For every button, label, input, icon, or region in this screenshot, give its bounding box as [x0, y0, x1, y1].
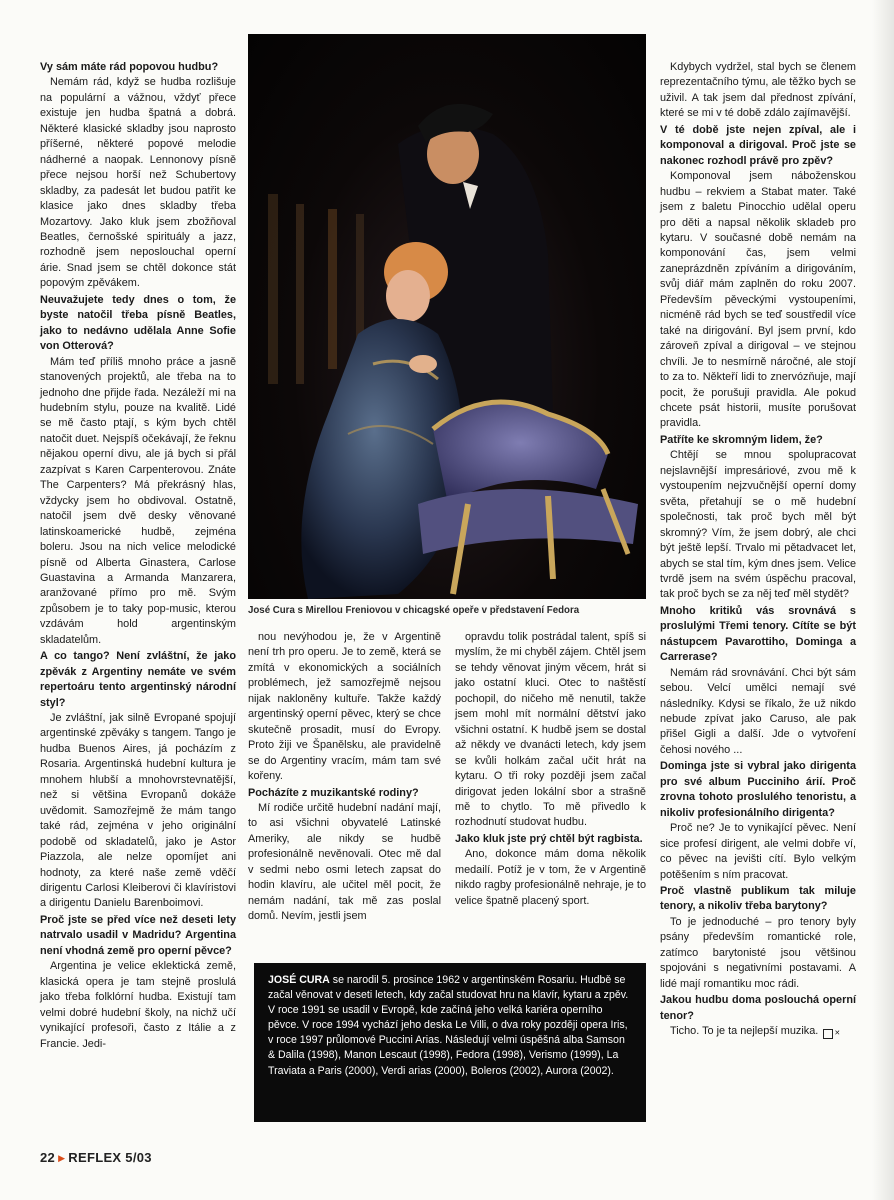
page-footer: [40, 1150, 152, 1165]
interview-answer: Chtějí se mnou spolupracovat nejslavnější impresáriové, zvou mě k vystoupením nejzvučnější operní domy světa, přetahují se o mě hudební společnosti, tak proč bych měl být skromný? Vím, že jsem dobrý, ale chci být ještě lepší. Trvalo mi pětadvacet let, abych se stal tím, kým dnes jsem. Velice tvrdě jsem na svém úspěchu pracoval, tak proč bych se za něj teď měl stydět?: [660, 449, 856, 601]
interview-answer: Argentina je velice eklektická země, klasická opera je tam stejně proslulá jako třeba folklórní hudba. Existují tam velmi dobré hudební školy, na nichž učí vynikající profesoři, často z Itálie a z Francie. Jedi-: [40, 960, 236, 1050]
interview-answer: opravdu tolik postrádal talent, spíš si myslím, že mi chyběl zájem. Chtěl jsem se tehdy věnovat jiným věcem, hrát si jako ostatní kluci. Otec to naštěstí pochopil, do ničeho mě nenutil, takže jsem mohl mít normální dětství jako všichni ostatní. K hudbě jsem se dostal až někdy ve dvanácti letech, kdy jsem se kvůli holkám začal učit hrát na kytaru. O tři roky později jsem začal dirigovat jeden lokální sbor a strašně mě to chytlo. To mě přivedlo k rozhodnutí studovat hudbu.: [455, 631, 646, 829]
interview-answer: Nemám rád srovnávání. Chci být sám sebou. Velcí umělci nemají své následníky. Kdysi se říkalo, že už nikdo nebude zpívat jako Caruso, ale pak přišel Gigli a další. Jde o vytvoření čehosi nového ...: [660, 666, 856, 756]
text-column-1: [40, 60, 236, 1052]
bio-box: [254, 963, 646, 1122]
interview-question: Vy sám máte rád popovou hudbu?: [40, 61, 219, 73]
interview-answer: Komponoval jsem náboženskou hudbu – rekviem a Stabat mater. Také jsem z baletu Pinocchio udělal operu pro děti a napsal několik skladeb pro kytaru. V současné době nemám na komponování čas, jsem velmi zaneprázdněn zpíváním a dirigováním, svůj diář mám zaplněn do roku 2007. Především pěveckými vystoupeními, nicméně rád bych se teď soustředil více také na dirigování. Byl jsem první, kdo zároveň zpíval a dirigoval – ve stejnou chvíli. Je to nesmírně náročné, ale stojí to za to. Někteří lidi to znervózňuje, mají pocit, že porušuji pravidla. Ale pokud chcete psát historii, musíte porušovat pravidla.: [660, 170, 856, 430]
interview-answer: Nemám rád, když se hudba rozlišuje na populární a vážnou, vždyť přece existuje jen hudba špatná a dobrá. Některé klasické skladby jsou naprosto příšerné, některé popové melodie nádherné a naopak. Lennonovy písně přece nejsou horší než Schubertovy skladby, za padesát let budou patřit ke klasice jako dnes skladby třeba Mozartovy. Jako kluk jsem zbožňoval Beatles, černošské spirituály a jazz, rozhodně jsem neposlouchal operní árie. Snad jsem se chtěl dokonce stát popovým zpěvákem.: [40, 76, 236, 290]
bio-text: se narodil 5. prosince 1962 v argentinském Rosariu. Hudbě se začal věnovat v deseti letech, kdy začal studovat hru na klavír, kytaru a zpěv. V roce 1991 se usadil v Evropě, kde začíná jeho velká kariéra operního pěvce. V roce 1994 vychází jeho deska Le Villi, o dva roky později opera Iris, v roce 1997 průlomové Puccini Arias. Následují velmi úspěšná alba Samson & Dalila (1998), Manon Lescaut (1998), Fedora (1998), Verismo (1999), La Traviata a Paris (2000), Verdi arias (2000), Boleros (2002), Aurora (2002).: [268, 974, 629, 1077]
interview-question: Proč vlastně publikum tak miluje tenory, a nikoliv třeba barytony?: [660, 885, 856, 913]
interview-question: Jakou hudbu doma poslouchá operní tenor?: [660, 994, 856, 1022]
end-mark-icon: ✕: [823, 1029, 833, 1039]
interview-question: Jako kluk jste prý chtěl být ragbista.: [455, 832, 643, 845]
interview-answer-text: Ticho. To je ta nejlepší muzika.: [670, 1025, 819, 1038]
interview-answer: Mí rodiče určitě hudební nadání mají, to asi všichni obyvatelé Latinské Ameriky, ale nikdy se hudbě profesionálně nevěnovali. Otec mě dal v sedmi nebo osmi letech zapsat do hodin klavíru, ale učitel měl pocit, že nemám nadání, tak mě zas poslal domů. Nevím, jestli jsem: [248, 801, 441, 923]
text-column-3: [455, 630, 646, 909]
magazine-issue: REFLEX 5/03: [68, 1150, 152, 1165]
interview-answer: Je zvláštní, jak silně Evropané spojují argentinské zpěváky s tangem. Tango je hudba Buenos Aires, já pocházím z Rosaria. Argentinská hudební kultura je mnohem hlubší a mnohovrstevnatější, než si většina Evropanů dokáže uvědomit. Samozřejmě že mám tango také rád, zejména v jeho originální podobě od skladatelů, jako je Astor Piazzola, ale nelze opomíjet ani hodnoty, za které naše země vděčí dirigentu Carlosi Kleiberovi či klavíristovi a dirigentu Danielu Barenboimovi.: [40, 712, 236, 910]
interview-question: Proč jste se před více než deseti lety natrvalo usadil v Madridu? Argentina není vhodná země pro operní pěvce?: [40, 913, 236, 957]
interview-question: Mnoho kritiků vás srovnává s proslulými Třemi tenory. Cítíte se být nástupcem Pavarottiho, Dominga a Carrerase?: [660, 604, 856, 664]
interview-answer: Mám teď příliš mnoho práce a jasně stanovených projektů, ale třeba na to jednoho dne přijde řada. Nezáleží mi na hudebním stylu, pouze na kvalitě. Lidé se mě často ptají, s kým bych chtěl natočit duet. Nejspíš očekávají, že řeknu nějakou operní divu, ale já bych si přál zazpívat s Karen Carpenterovou. Znáte The Carpenters? Má překrásný hlas, vždycky jsem ho obdivoval. Ostatně, natočil jsem dvě desky věnované latinskoamerické hudbě, zejména boleru. Jsou na nich velice melodické písně od Alberta Ginastera, Carlose Guastavina a Armanda Manzarera, aranžované přímo pro mě. Svým způsobem je to taky pop-music, kterou vzdávám hold argentinským skladatelům.: [40, 355, 236, 646]
interview-answer: Proč ne? Je to vynikající pěvec. Není sice profesí dirigent, ale velmi dobře ví, co pěvec na jevišti cítí. Bylo velkým potěšením s ním pracovat.: [660, 822, 856, 881]
interview-answer: Ano, dokonce mám doma několik medailí. Potíž je v tom, že v Argentině nikdo ragby profesionálně nehraje, je to velice špatně placený sport.: [455, 848, 646, 907]
interview-question: Dominga jste si vybral jako dirigenta pro své album Pucciniho árií. Proč zrovna tohoto proslulého tenoristu, a nikoliv profesionálního dirigenta?: [660, 760, 856, 819]
bio-name: JOSÉ CURA: [268, 974, 330, 986]
text-column-2: [248, 630, 441, 925]
opera-photo-illustration: [248, 34, 646, 599]
page-edge-shadow: [872, 0, 894, 1200]
arrow-icon: ▶: [58, 1153, 66, 1163]
interview-answer: nou nevýhodou je, že v Argentině není trh pro operu. Je to země, která se zmítá v ekonomických a sociálních problémech, jež samozřejmě nejsou nijak nakloněny kultuře. Takže každý argentinský operní pěvec, který se chce skutečně prosadit, musí do Evropy. Proto žiji ve Španělsku, ale pravidelně se do Argentiny vracím, mám tam své kořeny.: [248, 631, 441, 783]
photo-caption: José Cura s Mirellou Freniovou v chicagské opeře v představení Fedora: [248, 605, 580, 616]
interview-question: V té době jste nejen zpíval, ale i komponoval a dirigoval. Proč jste se nakonec rozhodl právě pro zpěv?: [660, 123, 856, 167]
text-column-4: [660, 60, 856, 1040]
interview-question: Pocházíte z muzikantské rodiny?: [248, 786, 419, 799]
interview-answer: [660, 1024, 856, 1039]
opera-photo: [248, 34, 646, 599]
interview-answer: To je jednoduché – pro tenory byly psány především romantické role, zatímco barytonisté jsou většinou spojováni s negativními postavami. A lidé mají romantiku moc rádi.: [660, 915, 856, 990]
interview-question: A co tango? Není zvláštní, že jako zpěvák z Argentiny nemáte ve svém repertoáru tento argentinský národní styl?: [40, 650, 236, 709]
interview-answer: Kdybych vydržel, stal bych se členem reprezentačního týmu, ale těžko bych se uživil. A tak jsem dal přednost zpívání, které se mi v té době zdálo zajímavější.: [660, 61, 856, 120]
interview-question: Patříte ke skromným lidem, že?: [660, 433, 823, 446]
interview-question: Neuvažujete tedy dnes o tom, že byste natočil třeba písně Beatles, jako to nedávno udělala Anne Sofie von Otterová?: [40, 293, 236, 353]
page-number: 22: [40, 1150, 56, 1165]
